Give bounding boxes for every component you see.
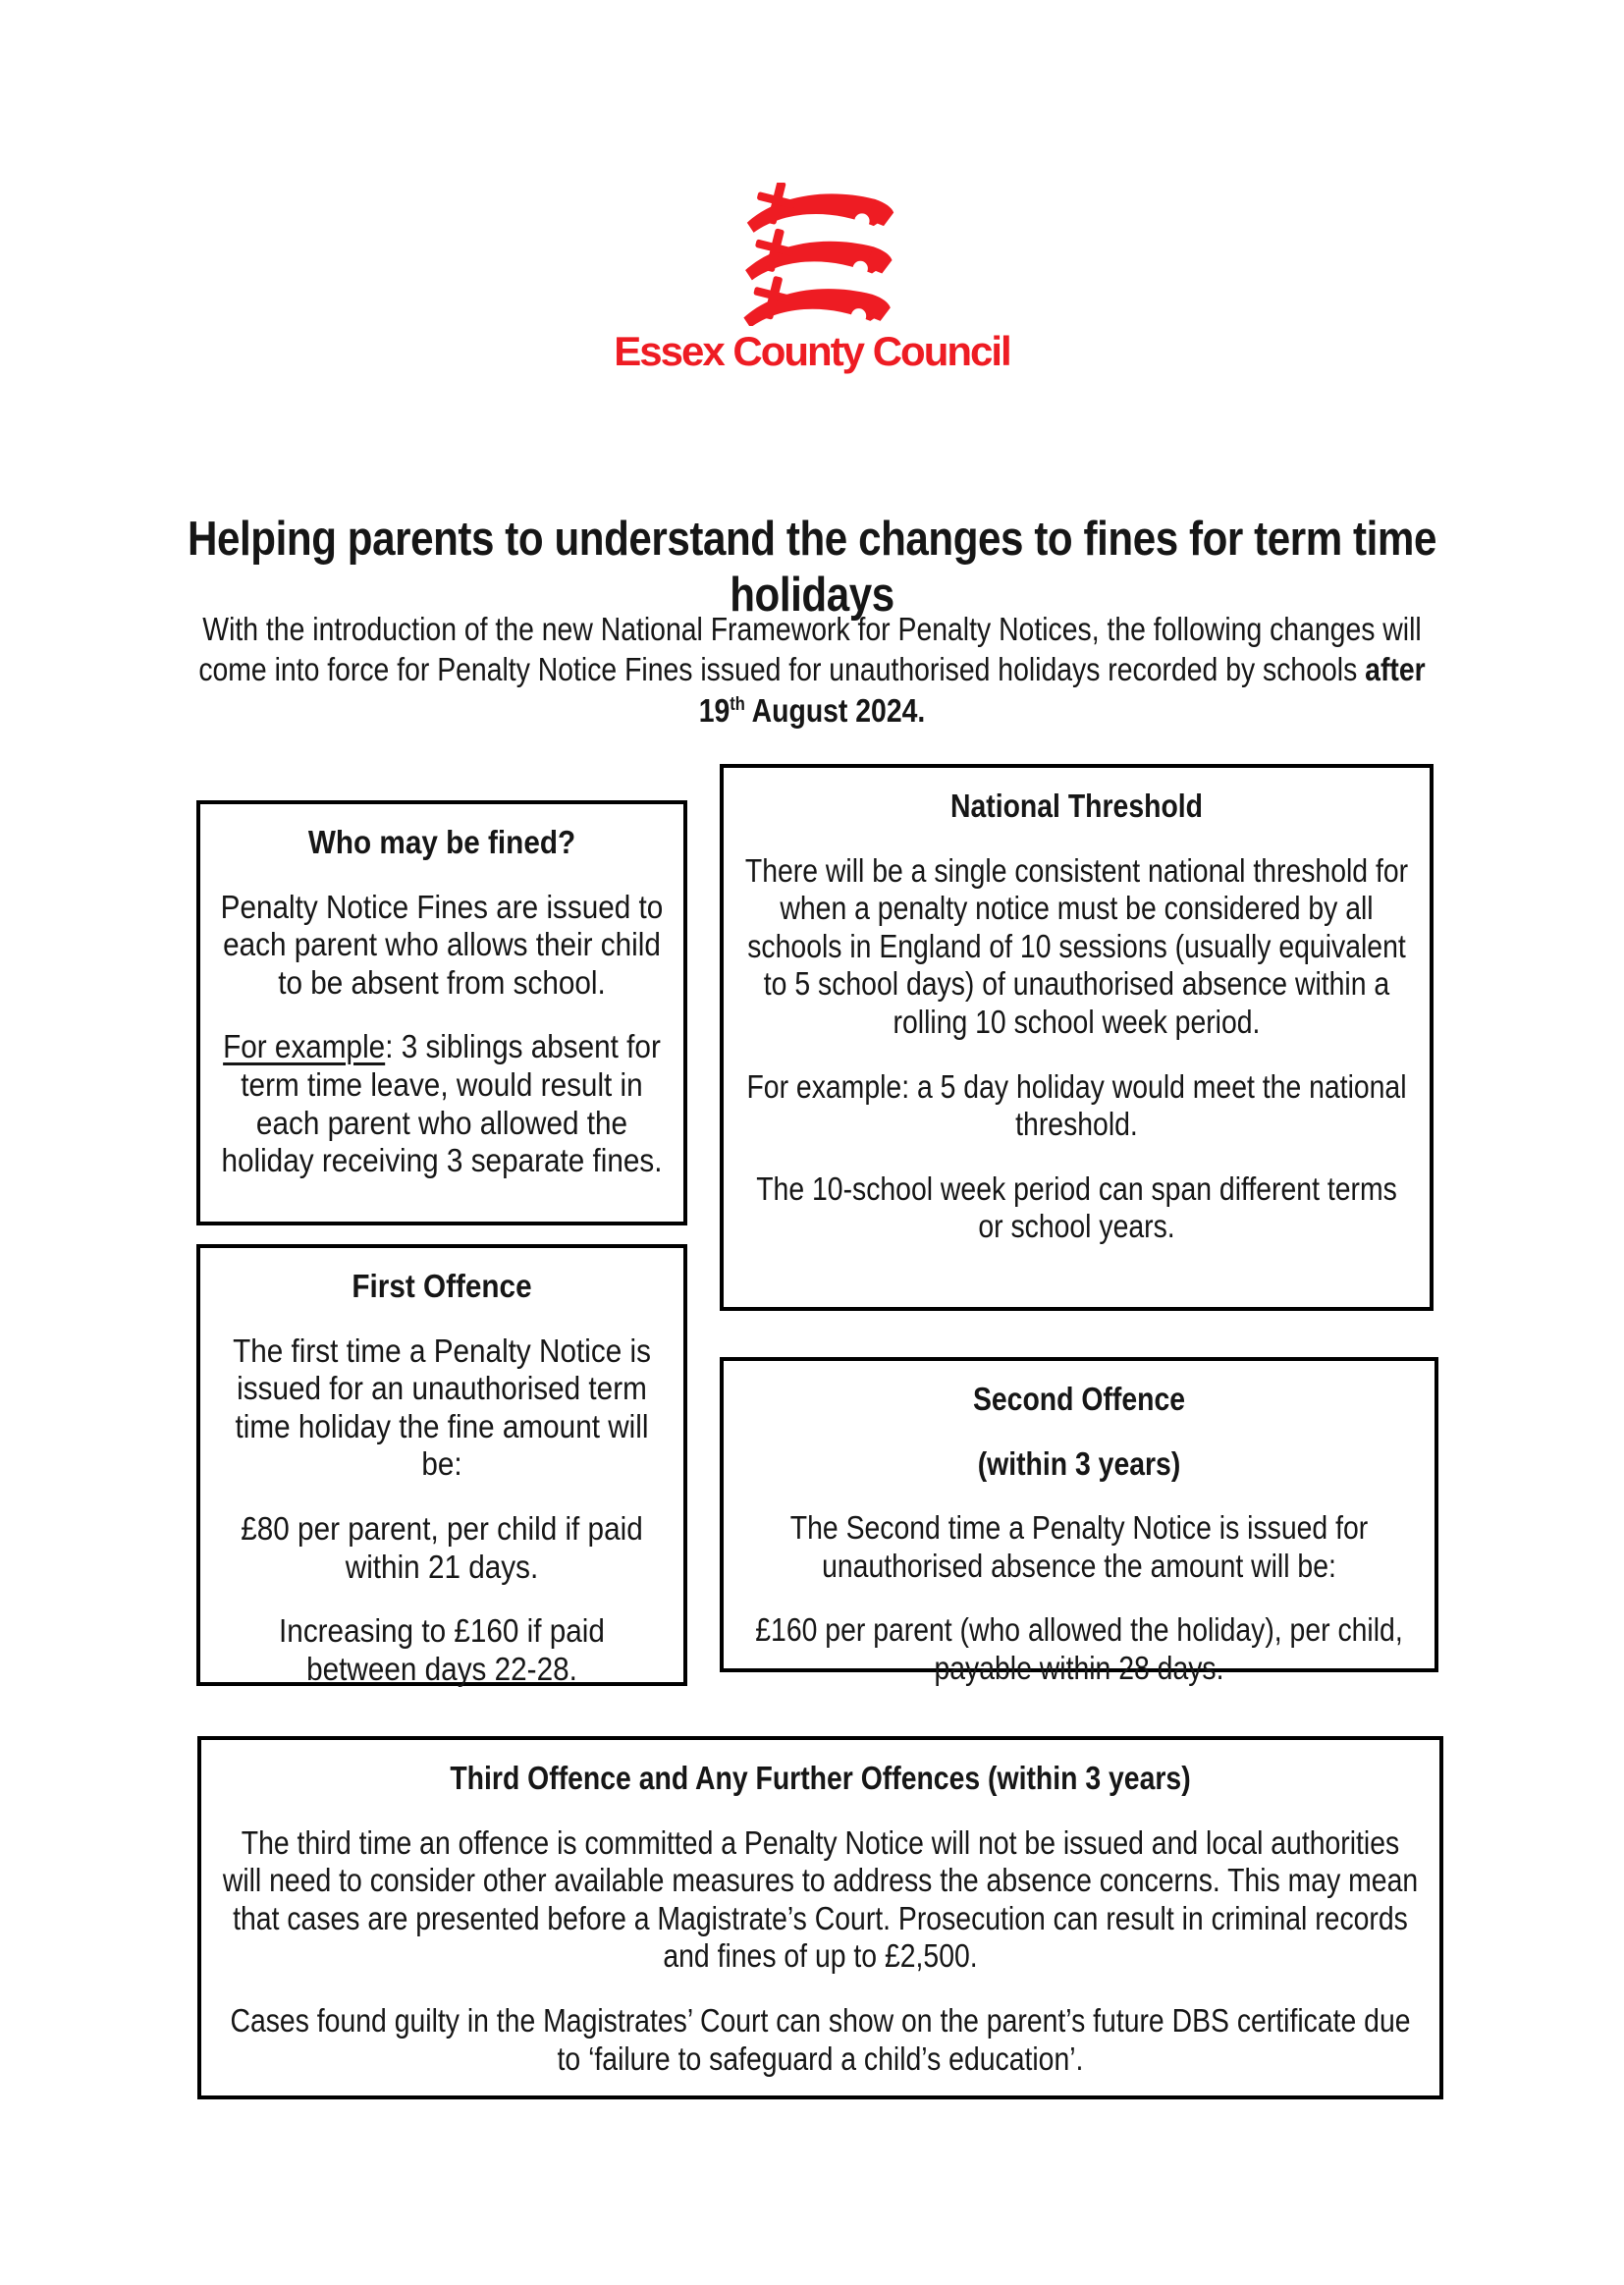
box-national-threshold <box>720 764 1434 1311</box>
box-first-content <box>220 1268 664 1688</box>
box-first-para3: Increasing to £160 if paid between days 22-28. <box>279 1612 605 1687</box>
box-national-heading: National Threshold <box>949 788 1204 824</box>
box-third-content <box>221 1760 1420 2078</box>
box-second-subheading: (within 3 years) <box>977 1444 1181 1482</box>
box-second-heading: Second Offence <box>972 1381 1186 1417</box>
ordinal-superscript: th <box>730 693 745 715</box>
box-second-content <box>743 1381 1415 1688</box>
box-national-para2: For example: a 5 day holiday would meet the national threshold. <box>746 1067 1407 1143</box>
box-third-para2: Cases found guilty in the Magistrates’ Court can show on the parent’s future DBS certificate due to ‘failure to safeguard a child’s education’. <box>230 2002 1411 2077</box>
box-who-content <box>220 824 664 1180</box>
intro-bold-date: after 19th August 2024. <box>698 651 1426 729</box>
box-national-para1: There will be a single consistent national threshold for when a penalty notice must be considered by all schools in England of 10 sessions (usually equivalent to 5 school days) of unauthorised absence within a rolling 10 school week period. <box>744 851 1409 1041</box>
intro-text: With the introduction of the new National Framework for Penalty Notices, the following changes will come into force for Penalty Notice Fines issued for unauthorised holidays recorded by schools <box>198 611 1422 688</box>
box-who-heading: Who may be fined? <box>307 824 576 860</box>
box-national-content <box>743 788 1410 1246</box>
box-third-offence <box>197 1736 1443 2099</box>
underlined-for-example: For example <box>223 1028 386 1065</box>
box-national-para3: The 10-school week period can span different terms or school years. <box>756 1170 1397 1245</box>
box-third-para1: The third time an offence is committed a Penalty Notice will not be issued and local authorities will need to consider other available measures to address the absence concerns. This may mean that cases are presented before a Magistrate’s Court. Prosecution can result in criminal records and fines of up to £2,500. <box>222 1823 1419 1975</box>
box-first-para1: The first time a Penalty Notice is issued for an unauthorised term time holiday the fine amount will be: <box>233 1332 651 1483</box>
box-first-para2: £80 per parent, per child if paid within 21 days. <box>241 1510 643 1585</box>
box-who-para2: For example: 3 siblings absent for term time leave, would result in each parent who allowed the holiday receiving 3 separate fines. <box>221 1028 663 1179</box>
logo-org-name: Essex County Council <box>614 328 1010 374</box>
box-second-offence <box>720 1357 1438 1687</box>
box-first-offence <box>196 1244 687 1686</box>
intro-paragraph <box>183 609 1440 731</box>
box-third-heading: Third Offence and Any Further Offences (within 3 years) <box>450 1760 1191 1796</box>
box-who-may-be-fined <box>196 800 687 1225</box>
box-first-heading: First Offence <box>352 1268 532 1304</box>
page-title: Helping parents to understand the changes to fines for term time holidays <box>188 512 1436 623</box>
box-second-para2: £160 per parent (who allowed the holiday), per child, payable within 28 days. <box>755 1611 1403 1687</box>
essex-three-seaxes-icon <box>728 183 896 326</box>
box-second-para1: The Second time a Penalty Notice is issued for unauthorised absence the amount will be: <box>789 1509 1369 1584</box>
box-who-para1: Penalty Notice Fines are issued to each parent who allows their child to be absent from school. <box>220 888 664 1001</box>
